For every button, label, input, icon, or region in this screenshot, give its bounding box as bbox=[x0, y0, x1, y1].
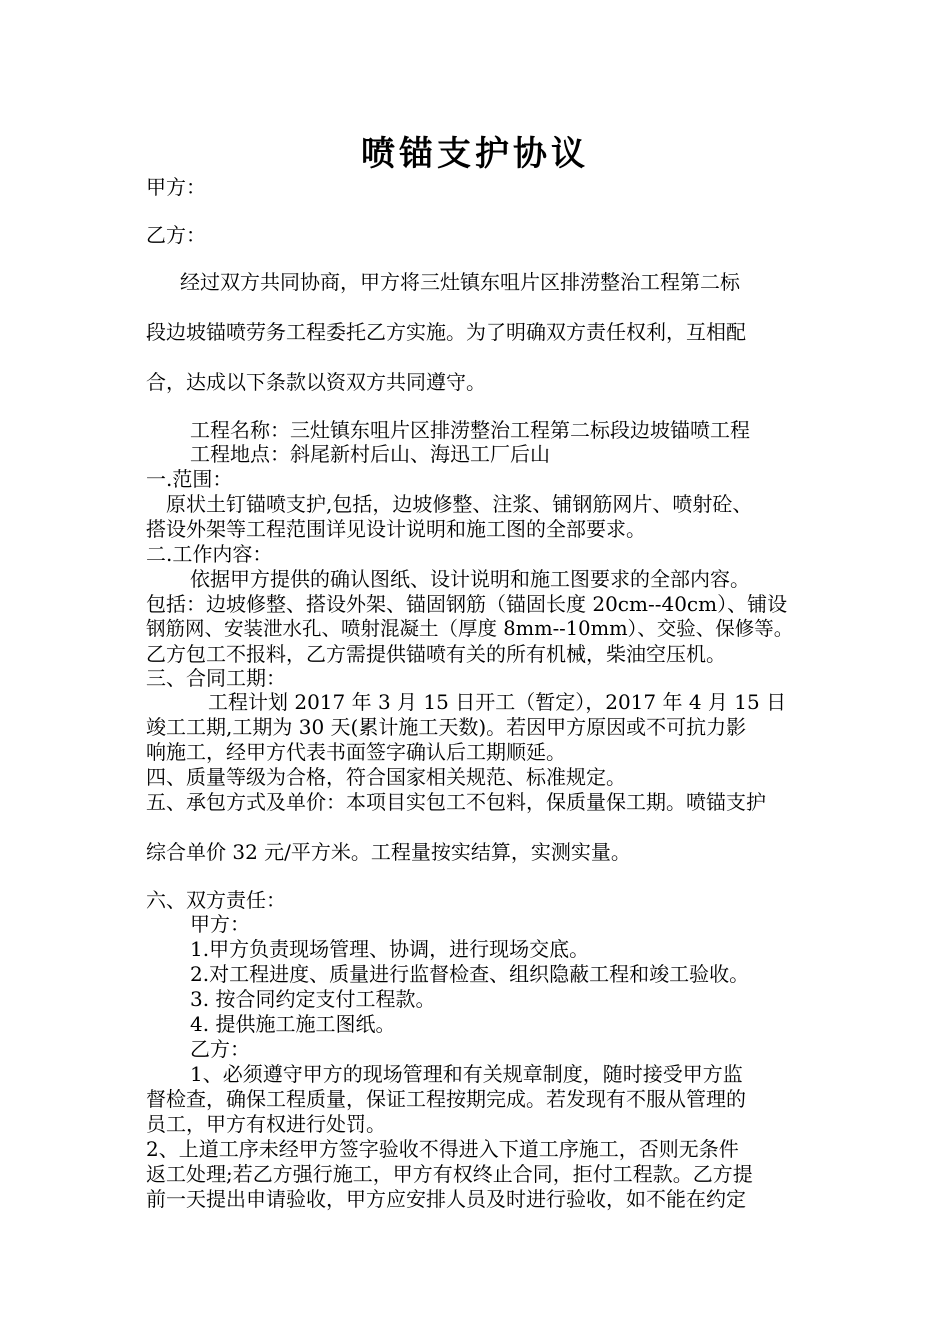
section-6-party-b-line: 督检查，确保工程质量，保证工程按期完成。若发现有不服从管理的 bbox=[146, 1087, 746, 1111]
intro-line: 合，达成以下条款以资双方共同遵守。 bbox=[146, 370, 486, 394]
section-6-party-b-line: 1、必须遵守甲方的现场管理和有关规章制度，随时接受甲方监 bbox=[190, 1062, 743, 1086]
section-4: 四、质量等级为合格，符合国家相关规范、标准规定。 bbox=[146, 765, 626, 789]
project-name: 工程名称：三灶镇东咀片区排涝整治工程第二标段边坡锚喷工程 bbox=[190, 418, 750, 442]
party-a-label: 甲方： bbox=[146, 175, 206, 199]
section-6-party-b-heading: 乙方： bbox=[190, 1037, 250, 1061]
section-3-line: 竣工工期,工期为 30 天(累计施工天数)。若因甲方原因或不可抗力影 bbox=[146, 715, 747, 739]
section-2-line: 钢筋网、安装泄水孔、喷射混凝土（厚度 8mm--10mm）、交验、保修等。 bbox=[146, 617, 794, 640]
section-6-party-a-item: 2.对工程进度、质量进行监督检查、组织隐蔽工程和竣工验收。 bbox=[190, 962, 750, 986]
section-3-heading: 三、合同工期： bbox=[146, 666, 286, 690]
section-2-heading: 二.工作内容： bbox=[146, 542, 273, 566]
section-1-line: 搭设外架等工程范围详见设计说明和施工图的全部要求。 bbox=[146, 517, 646, 541]
section-6-party-a-heading: 甲方： bbox=[190, 912, 250, 936]
intro-line: 经过双方共同协商，甲方将三灶镇东咀片区排涝整治工程第二标 bbox=[180, 270, 740, 294]
document-title: 喷锚支护协议 bbox=[361, 134, 589, 174]
section-1-heading: 一.范围： bbox=[146, 467, 233, 491]
section-6-party-b-line: 2、上道工序未经甲方签字验收不得进入下道工序施工，否则无条件 bbox=[146, 1137, 739, 1161]
intro-line: 段边坡锚喷劳务工程委托乙方实施。为了明确双方责任权利，互相配 bbox=[146, 320, 746, 344]
section-6-party-b-line: 返工处理;若乙方强行施工，甲方有权终止合同，拒付工程款。乙方提 bbox=[146, 1162, 753, 1186]
project-location: 工程地点：斜尾新村后山、海迅工厂后山 bbox=[190, 442, 550, 466]
section-5-line: 综合单价 32 元/平方米。工程量按实结算，实测实量。 bbox=[146, 840, 631, 864]
party-b-label: 乙方： bbox=[146, 223, 206, 247]
section-5-line: 五、承包方式及单价：本项目实包工不包料，保质量保工期。喷锚支护 bbox=[146, 790, 766, 814]
section-6-party-a-item: 3. 按合同约定支付工程款。 bbox=[190, 987, 436, 1011]
section-6-party-a-item: 4. 提供施工施工图纸。 bbox=[190, 1012, 396, 1036]
section-2-line: 包括：边坡修整、搭设外架、锚固钢筋（锚固长度 20cm--40cm）、铺设 bbox=[146, 592, 788, 616]
section-2-line: 乙方包工不报料，乙方需提供锚喷有关的所有机械，柴油空压机。 bbox=[146, 642, 726, 666]
section-6-party-b-line: 前一天提出申请验收，甲方应安排人员及时进行验收，如不能在约定 bbox=[146, 1187, 746, 1211]
section-3-line: 响施工，经甲方代表书面签字确认后工期顺延。 bbox=[146, 740, 566, 764]
section-6-party-b-line: 员工，甲方有权进行处罚。 bbox=[146, 1112, 386, 1136]
section-6-party-a-item: 1.甲方负责现场管理、协调，进行现场交底。 bbox=[190, 937, 590, 961]
section-3-line: 工程计划 2017 年 3 月 15 日开工（暂定），2017 年 4 月 15 日 bbox=[208, 690, 787, 714]
section-6-heading: 六、双方责任： bbox=[146, 888, 286, 912]
section-1-line: 原状土钉锚喷支护,包括，边坡修整、注浆、铺钢筋网片、喷射砼、 bbox=[166, 492, 753, 516]
section-2-line: 依据甲方提供的确认图纸、设计说明和施工图要求的全部内容。 bbox=[190, 567, 750, 591]
